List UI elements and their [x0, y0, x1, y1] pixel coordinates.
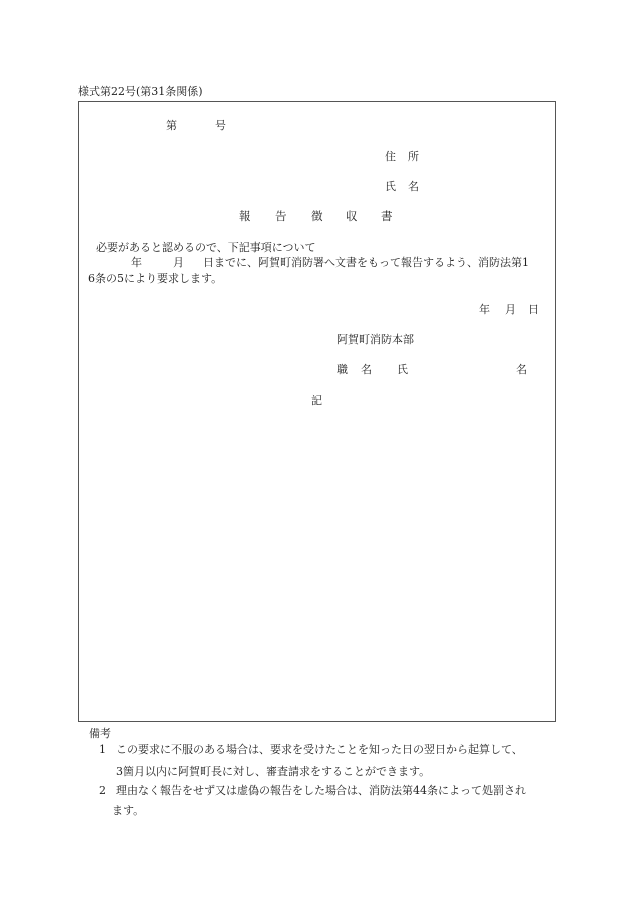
- document-title-char: 徴: [311, 209, 323, 223]
- date-year-label: 年: [479, 303, 490, 316]
- recipient-name-label: 氏: [385, 180, 396, 193]
- recipient-address-label: 住: [385, 150, 396, 163]
- document-title-char: 収: [346, 209, 358, 223]
- doc-number-label: 第: [166, 119, 177, 132]
- document-title-char: 報: [239, 209, 251, 223]
- doc-number-suffix: 号: [215, 119, 226, 132]
- issuer-name-label: 氏: [397, 363, 408, 376]
- remark-text-line: 理由なく報告をせず又は虚偽の報告をした場合は、消防法第44条によって処罰され: [116, 784, 526, 797]
- recipient-name-label: 名: [408, 180, 419, 193]
- recipient-address-label: 所: [408, 150, 419, 163]
- date-day-label: 日: [528, 303, 539, 316]
- issuer-title-label: 名: [361, 363, 372, 376]
- body-year-label: 年: [131, 256, 142, 269]
- remark-text-line: ます。: [112, 804, 145, 817]
- form-title: 様式第22号(第31条関係): [78, 85, 203, 98]
- remark-number: 1: [99, 743, 106, 756]
- body-text-line: 6条の5により要求します。: [88, 272, 223, 285]
- body-month-label: 月: [173, 256, 184, 269]
- remark-number: 2: [99, 784, 106, 797]
- ki-label: 記: [311, 394, 322, 407]
- document-title-char: 書: [381, 209, 393, 223]
- body-text-line: 日までに、阿賀町消防署へ文書をもって報告するよう、消防法第1: [203, 256, 529, 269]
- form-frame: [78, 101, 556, 722]
- date-month-label: 月: [505, 303, 516, 316]
- remark-text-line: この要求に不服のある場合は、要求を受けたことを知った日の翌日から起算して、: [116, 743, 523, 756]
- remark-text-line: 3箇月以内に阿賀町長に対し、審査請求をすることができます。: [116, 765, 431, 778]
- issuer-title-label: 職: [337, 363, 348, 376]
- issuer-name-label: 名: [516, 363, 527, 376]
- issuer-organization: 阿賀町消防本部: [337, 333, 414, 346]
- document-title-char: 告: [275, 209, 287, 223]
- body-text-line: 必要があると認めるので、下記事項について: [96, 241, 316, 254]
- remarks-heading: 備考: [89, 727, 111, 740]
